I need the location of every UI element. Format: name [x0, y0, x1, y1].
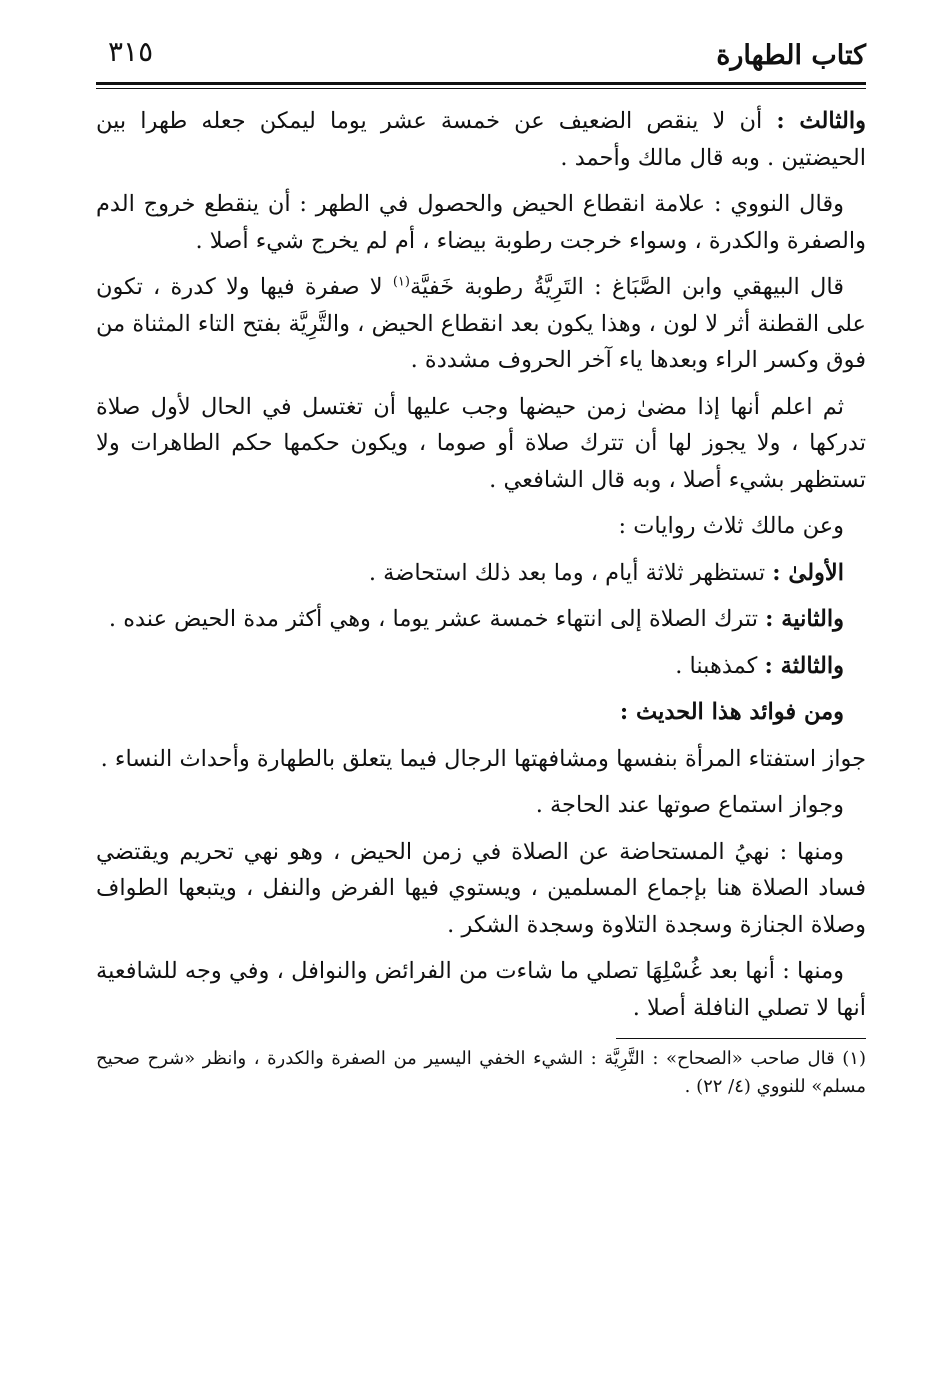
header-rule-thick [96, 82, 866, 85]
paragraph-text: ومنها : أنها بعد غُسْلِهَا تصلي ما شاءت من الفرائض والنوافل ، وفي وجه للشافعية أنها لا تصلي النافلة أصلا . [96, 958, 866, 1021]
paragraph-text: كمذهبنا . [675, 652, 765, 679]
paragraph-bayhaqi [96, 269, 866, 379]
page-number: ٣١٥ [108, 35, 154, 68]
paragraph-second-narration [96, 601, 866, 638]
paragraph-text: جواز استفتاء المرأة بنفسها ومشافهتها الرجال فيما يتعلق بالطهارة وأحداث النساء . [100, 745, 866, 772]
running-head [96, 30, 866, 80]
paragraph-text: وقال النووي : علامة انقطاع الحيض والحصول في الطهر : أن ينقطع خروج الدم والصفرة والكدرة ، وسواء خرجت رطوبة بيضاء ، أم لم يخرج شيء أصلا . [96, 191, 866, 254]
footnote-reference[interactable]: (١) [392, 274, 410, 290]
paragraph-third-condition [96, 103, 866, 176]
paragraph-text: ثم اعلم أنها إذا مضىٰ زمن حيضها وجب عليها أن تغتسل في الحال لأول صلاة تدركها ، ولا يجوز لها أن تترك صلاة أو صوما ، ويكون حكمها حكم الطاهرات ولا تستظهر بشيء أصلا ، وبه قال الشافعي . [96, 393, 866, 493]
paragraph-benefit-1 [96, 741, 866, 778]
paragraph-text: أن لا ينقص الضعيف عن خمسة عشر يوما ليمكن جعله طهرا بين الحيضتين . وبه قال مالك وأحمد . [96, 108, 866, 171]
paragraph-benefit-3 [96, 834, 866, 944]
paragraph-lead: والثالث : [776, 108, 866, 134]
paragraph-text: ومنها : نهيُ المستحاضة عن الصلاة في زمن الحيض ، وهو نهي تحريم ويقتضي فساد الصلاة هنا بإجماع المسلمين ، ويستوي فيها الفرض والنفل ، ويتبعها الطواف وصلاة الجنازة وسجدة التلاوة وسجدة الشكر . [96, 838, 866, 938]
paragraph-text: تستظهر ثلاثة أيام ، وما بعد ذلك استحاضة . [368, 559, 773, 586]
paragraph-benefit-4 [96, 953, 866, 1026]
paragraph-first-narration [96, 555, 866, 592]
paragraph-lead: والثانية : [765, 606, 844, 632]
footnotes [96, 1045, 866, 1101]
paragraph-lead: والثالثة : [764, 652, 844, 679]
header-rule-thin [96, 88, 866, 89]
paragraph-text: لا صفرة فيها ولا كدرة ، تكون على القطنة أثر لا لون ، وهذا يكون بعد انقطاع الحيض ، والتَّرِيَّة بفتح التاء المثناة من فوق وكسر الراء وبعدها ياء آخر الحروف مشددة . [96, 274, 866, 373]
section-heading: ومن فوائد هذا الحديث : [619, 699, 844, 725]
paragraph-text: تترك الصلاة إلى انتهاء خمسة عشر يوما ، وهي أكثر مدة الحيض عنده . [108, 606, 766, 632]
paragraph-ghusl [96, 389, 866, 499]
paragraph-lead: الأولىٰ : [772, 559, 844, 586]
footnote-separator [616, 1038, 866, 1039]
paragraph-text: وعن مالك ثلاث روايات : [618, 513, 844, 539]
footnote-1: (١) قال صاحب «الصحاح» : التَّرِيَّة : الشيء الخفي اليسير من الصفرة والكدرة ، وانظر «شرح صحيح مسلم» للنووي (٤/ ٢٢) . [96, 1048, 866, 1097]
paragraph-text: قال البيهقي وابن الصَّبَاغ : التَرِيَّةُ رطوبة خَفيَّة [409, 274, 844, 300]
paragraph-benefit-2 [96, 787, 866, 824]
book-title: كتاب الطهارة [716, 40, 866, 71]
paragraph-text: وجواز استماع صوتها عند الحاجة . [535, 792, 844, 818]
paragraph-nawawi [96, 186, 866, 259]
body-text [96, 103, 866, 1026]
paragraph-malik-narrations [96, 508, 866, 545]
book-page [96, 30, 866, 1350]
paragraph-third-narration [96, 648, 866, 685]
